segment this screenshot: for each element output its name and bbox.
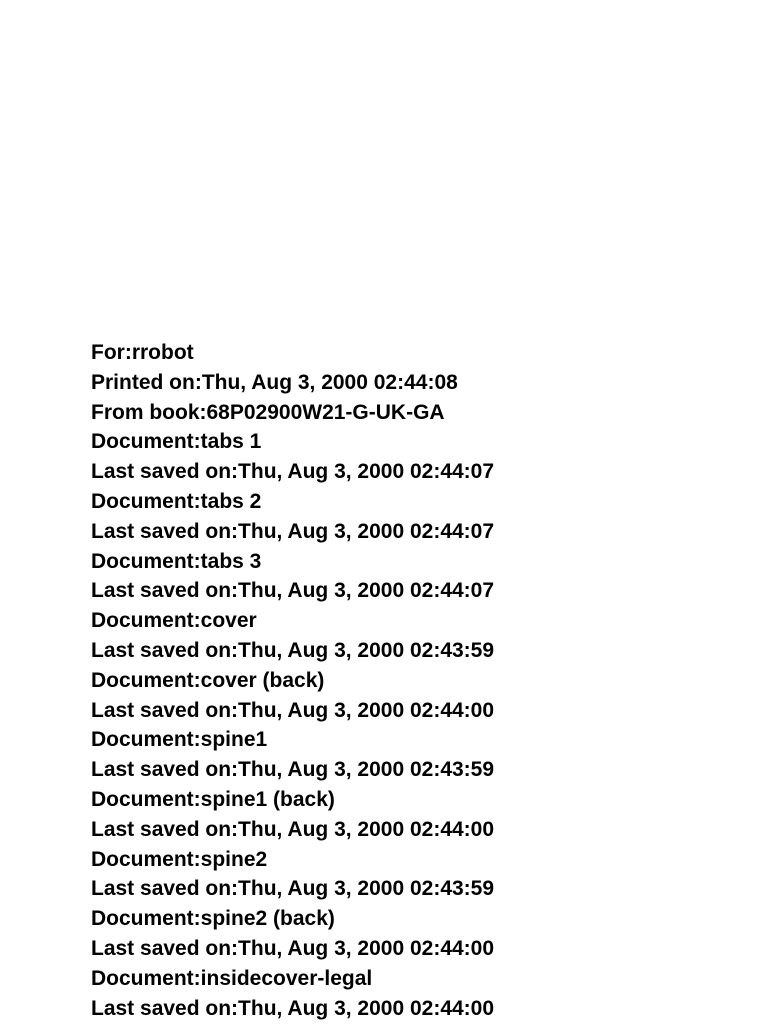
from-book-line: From book:68P02900W21-G-UK-GA xyxy=(91,400,445,424)
document-name-line: Document:cover (back) xyxy=(91,668,325,692)
last-saved-line: Last saved on:Thu, Aug 3, 2000 02:44:00 xyxy=(91,698,495,722)
document-name-line: Document:cover xyxy=(91,609,257,633)
document-name-line: Document:tabs 1 xyxy=(91,430,262,454)
last-saved-line: Last saved on:Thu, Aug 3, 2000 02:44:00 xyxy=(91,817,495,841)
last-saved-line: Last saved on:Thu, Aug 3, 2000 02:44:07 xyxy=(91,519,495,543)
last-saved-line: Last saved on:Thu, Aug 3, 2000 02:43:59 xyxy=(91,638,495,662)
printed-on-line: Printed on:Thu, Aug 3, 2000 02:44:08 xyxy=(91,370,458,394)
document-name-line: Document:spine2 (back) xyxy=(91,907,335,931)
last-saved-line: Last saved on:Thu, Aug 3, 2000 02:44:07 xyxy=(91,579,495,603)
document-name-line: Document:tabs 2 xyxy=(91,489,262,513)
document-name-line: Document:spine1 xyxy=(91,728,268,752)
print-log xyxy=(91,338,751,1023)
document-name-line: Document:insidecover-legal xyxy=(91,966,373,990)
last-saved-line: Last saved on:Thu, Aug 3, 2000 02:44:00 xyxy=(91,936,495,960)
document-name-line: Document:tabs 3 xyxy=(91,549,262,573)
last-saved-line: Last saved on:Thu, Aug 3, 2000 02:43:59 xyxy=(91,877,495,901)
for-user-line: For:rrobot xyxy=(91,341,194,364)
document-name-line: Document:spine1 (back) xyxy=(91,787,335,811)
last-saved-line: Last saved on:Thu, Aug 3, 2000 02:43:59 xyxy=(91,758,495,782)
document-name-line: Document:spine2 xyxy=(91,847,268,871)
last-saved-line: Last saved on:Thu, Aug 3, 2000 02:44:00 xyxy=(91,996,495,1020)
last-saved-line: Last saved on:Thu, Aug 3, 2000 02:44:07 xyxy=(91,460,495,484)
